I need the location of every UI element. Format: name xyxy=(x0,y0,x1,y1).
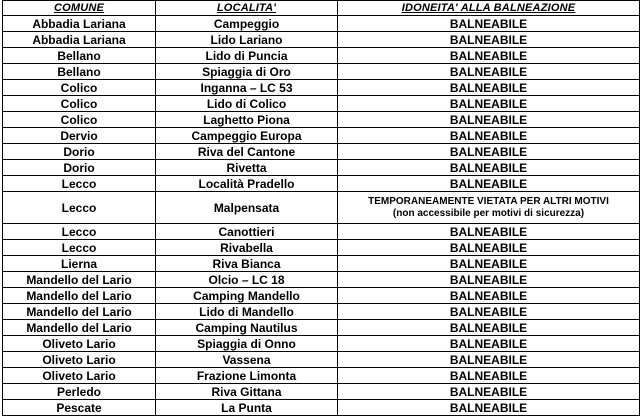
cell-comune: Colico xyxy=(3,112,156,128)
cell-localita: Laghetto Piona xyxy=(156,112,338,128)
cell-localita: Lido di Colico xyxy=(156,96,338,112)
cell-idoneita: BALNEABILE xyxy=(338,144,640,160)
cell-localita: Località Pradello xyxy=(156,176,338,192)
table-row xyxy=(3,144,640,160)
table-row xyxy=(3,352,640,368)
cell-idoneita: BALNEABILE xyxy=(338,368,640,384)
cell-idoneita: BALNEABILE xyxy=(338,256,640,272)
table-row xyxy=(3,192,640,224)
cell-comune: Mandello del Lario xyxy=(3,272,156,288)
cell-idoneita: BALNEABILE xyxy=(338,384,640,400)
table-row xyxy=(3,128,640,144)
cell-comune: Perledo xyxy=(3,384,156,400)
table-row xyxy=(3,304,640,320)
cell-comune: Abbadia Lariana xyxy=(3,16,156,32)
cell-idoneita-prohibited xyxy=(338,192,640,224)
cell-localita: Camping Nautilus xyxy=(156,320,338,336)
cell-comune: Mandello del Lario xyxy=(3,304,156,320)
table-row xyxy=(3,320,640,336)
cell-idoneita: BALNEABILE xyxy=(338,128,640,144)
cell-comune: Oliveto Lario xyxy=(3,336,156,352)
cell-comune: Pescate xyxy=(3,400,156,416)
cell-comune: Abbadia Lariana xyxy=(3,32,156,48)
cell-comune: Dorio xyxy=(3,160,156,176)
cell-idoneita: BALNEABILE xyxy=(338,272,640,288)
cell-idoneita: BALNEABILE xyxy=(338,304,640,320)
cell-comune: Lecco xyxy=(3,192,156,224)
table-row xyxy=(3,368,640,384)
cell-comune: Oliveto Lario xyxy=(3,368,156,384)
cell-idoneita: BALNEABILE xyxy=(338,80,640,96)
cell-localita: Campeggio Europa xyxy=(156,128,338,144)
table-row xyxy=(3,256,640,272)
cell-idoneita: BALNEABILE xyxy=(338,288,640,304)
cell-localita: Spiaggia di Onno xyxy=(156,336,338,352)
table-row xyxy=(3,32,640,48)
table-row xyxy=(3,176,640,192)
cell-localita: Camping Mandello xyxy=(156,288,338,304)
cell-idoneita: BALNEABILE xyxy=(338,32,640,48)
cell-idoneita: BALNEABILE xyxy=(338,240,640,256)
cell-idoneita: BALNEABILE xyxy=(338,16,640,32)
cell-comune: Colico xyxy=(3,80,156,96)
cell-idoneita: BALNEABILE xyxy=(338,64,640,80)
table-header-row xyxy=(3,1,640,16)
header-comune: COMUNE xyxy=(3,1,156,16)
cell-localita: Riva del Cantone xyxy=(156,144,338,160)
cell-localita: Rivetta xyxy=(156,160,338,176)
cell-comune: Colico xyxy=(3,96,156,112)
cell-idoneita: BALNEABILE xyxy=(338,96,640,112)
cell-comune: Lecco xyxy=(3,176,156,192)
cell-comune: Dervio xyxy=(3,128,156,144)
cell-localita: Canottieri xyxy=(156,224,338,240)
cell-comune: Bellano xyxy=(3,64,156,80)
cell-idoneita: BALNEABILE xyxy=(338,48,640,64)
table-row xyxy=(3,48,640,64)
header-localita: LOCALITA' xyxy=(156,1,338,16)
cell-comune: Mandello del Lario xyxy=(3,288,156,304)
table-row xyxy=(3,384,640,400)
cell-comune: Dorio xyxy=(3,144,156,160)
cell-localita: Riva Bianca xyxy=(156,256,338,272)
cell-localita: Spiaggia di Oro xyxy=(156,64,338,80)
cell-comune: Mandello del Lario xyxy=(3,320,156,336)
cell-localita: Vassena xyxy=(156,352,338,368)
cell-idoneita: BALNEABILE xyxy=(338,224,640,240)
table-row xyxy=(3,96,640,112)
cell-idoneita: BALNEABILE xyxy=(338,336,640,352)
table-row xyxy=(3,16,640,32)
cell-comune: Bellano xyxy=(3,48,156,64)
cell-comune: Lierna xyxy=(3,256,156,272)
table-row xyxy=(3,112,640,128)
cell-localita: Campeggio xyxy=(156,16,338,32)
table-row xyxy=(3,336,640,352)
table-row xyxy=(3,160,640,176)
prohibition-status: TEMPORANEAMENTE VIETATA PER ALTRI MOTIVI xyxy=(368,195,609,207)
table-row xyxy=(3,400,640,416)
bathing-suitability-table xyxy=(2,0,640,416)
cell-idoneita: BALNEABILE xyxy=(338,400,640,416)
cell-idoneita: BALNEABILE xyxy=(338,352,640,368)
cell-comune: Lecco xyxy=(3,240,156,256)
cell-idoneita: BALNEABILE xyxy=(338,320,640,336)
cell-localita: Olcio – LC 18 xyxy=(156,272,338,288)
cell-localita: Frazione Limonta xyxy=(156,368,338,384)
table-body xyxy=(3,16,640,416)
cell-localita: Lido Lariano xyxy=(156,32,338,48)
header-idoneita: IDONEITA' ALLA BALNEAZIONE xyxy=(338,1,640,16)
table-row xyxy=(3,64,640,80)
cell-idoneita: BALNEABILE xyxy=(338,160,640,176)
cell-localita: Riva Gittana xyxy=(156,384,338,400)
cell-localita: La Punta xyxy=(156,400,338,416)
cell-comune: Oliveto Lario xyxy=(3,352,156,368)
table-row xyxy=(3,240,640,256)
cell-localita: Lido di Mandello xyxy=(156,304,338,320)
cell-idoneita: BALNEABILE xyxy=(338,176,640,192)
cell-localita: Inganna – LC 53 xyxy=(156,80,338,96)
cell-comune: Lecco xyxy=(3,224,156,240)
cell-localita: Lido di Puncia xyxy=(156,48,338,64)
table-row xyxy=(3,224,640,240)
prohibition-note: (non accessibile per motivi di sicurezza) xyxy=(392,207,585,219)
table-row xyxy=(3,288,640,304)
table-row xyxy=(3,80,640,96)
cell-localita: Rivabella xyxy=(156,240,338,256)
table-row xyxy=(3,272,640,288)
cell-idoneita: BALNEABILE xyxy=(338,112,640,128)
cell-localita: Malpensata xyxy=(156,192,338,224)
